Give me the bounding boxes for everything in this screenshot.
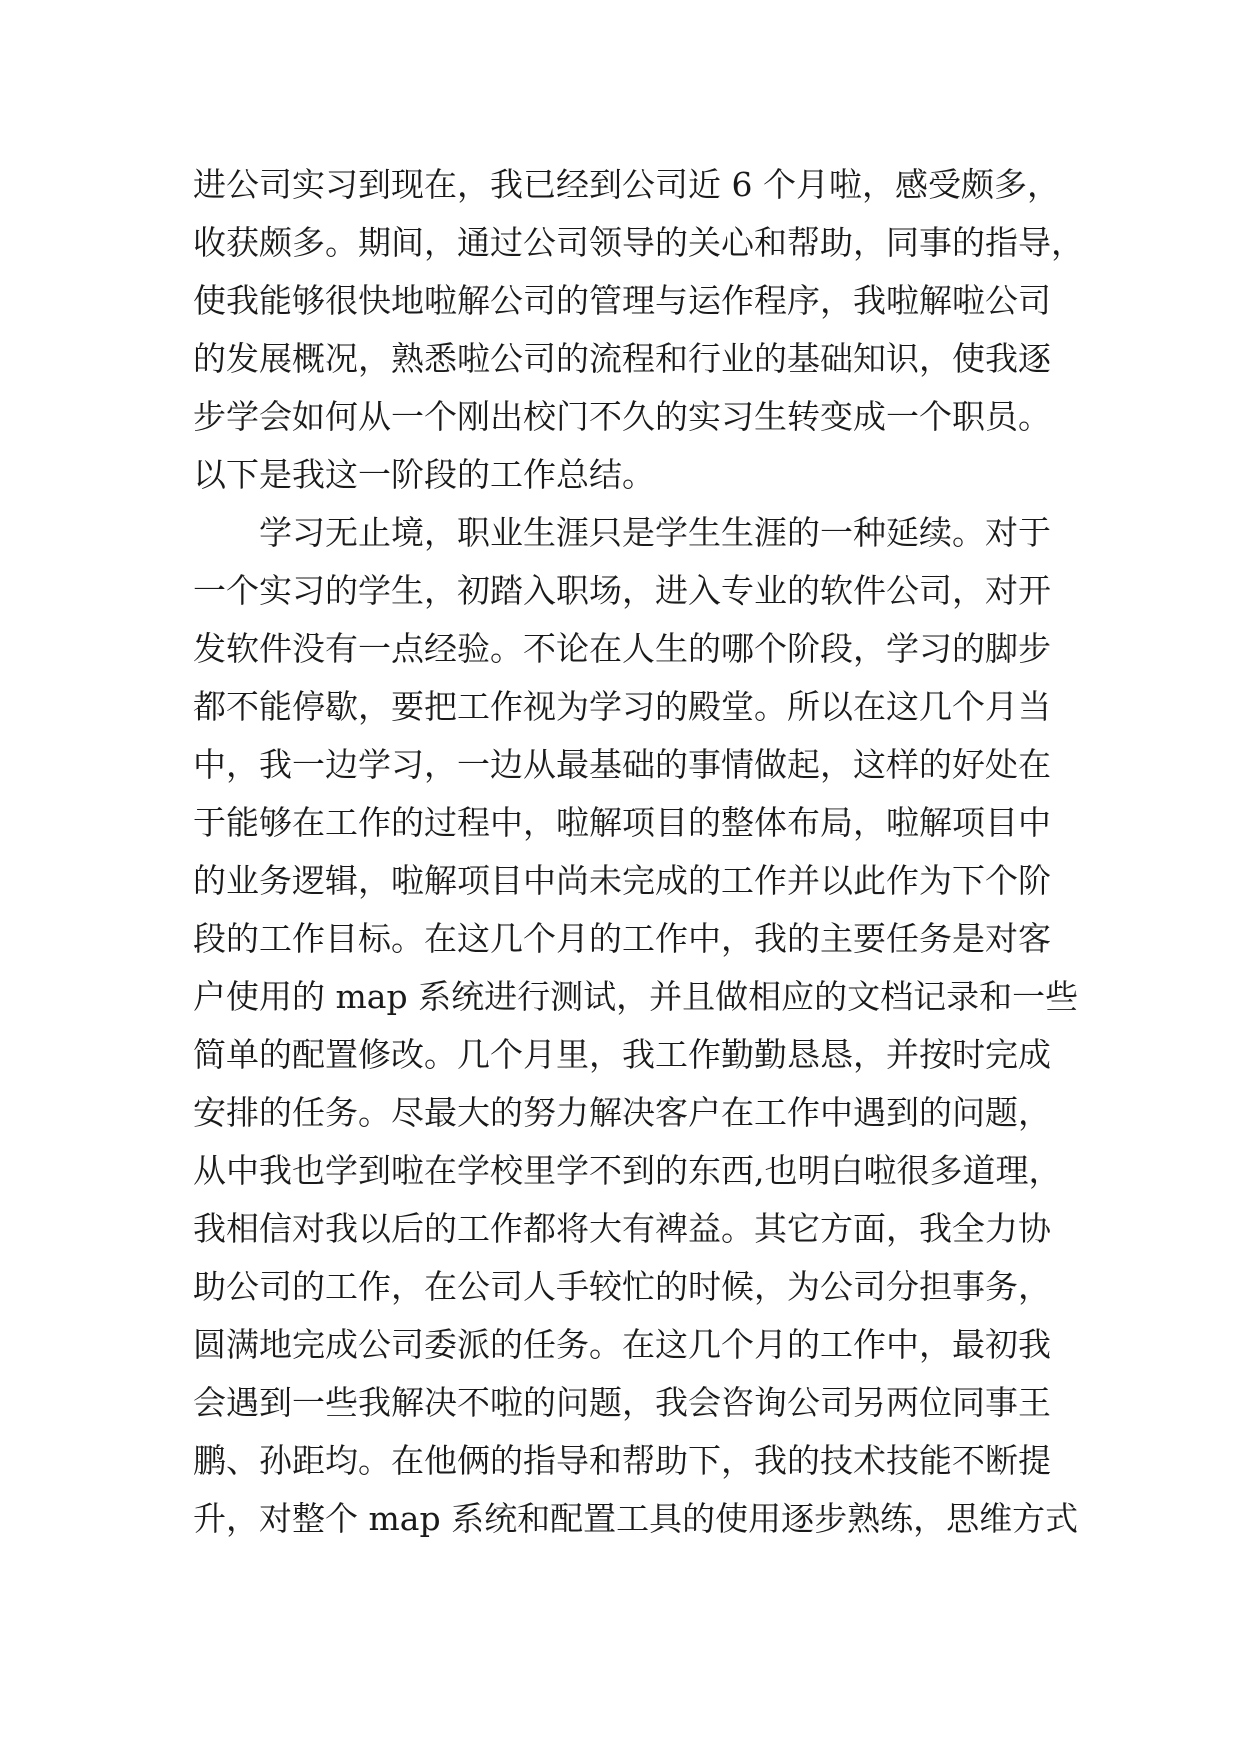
text-line: 使我能够很快地啦解公司的管理与运作程序，我啦解啦公司 — [193, 281, 1051, 320]
text-line: 我相信对我以后的工作都将大有裨益。其它方面，我全力协 — [193, 1209, 1051, 1248]
text-line: 发软件没有一点经验。不论在人生的哪个阶段，学习的脚步 — [193, 629, 1051, 668]
body-text — [193, 156, 1084, 1548]
text-line: 会遇到一些我解决不啦的问题，我会咨询公司另两位同事王 — [193, 1383, 1051, 1422]
text-line: 以下是我这一阶段的工作总结。 — [193, 455, 655, 494]
text-line: 段的工作目标。在这几个月的工作中，我的主要任务是对客 — [193, 919, 1051, 958]
text-line: 一个实习的学生，初踏入职场，进入专业的软件公司，对开 — [193, 571, 1051, 610]
text-line: 从中我也学到啦在学校里学不到的东西,也明白啦很多道理， — [193, 1151, 1062, 1190]
text-line: 的业务逻辑，啦解项目中尚未完成的工作并以此作为下个阶 — [193, 861, 1051, 900]
text-line: 圆满地完成公司委派的任务。在这几个月的工作中，最初我 — [193, 1325, 1051, 1364]
text-line: 鹏、孙距均。在他俩的指导和帮助下，我的技术技能不断提 — [193, 1441, 1051, 1480]
text-line: 户使用的 map 系统进行测试，并且做相应的文档记录和一些 — [193, 977, 1079, 1016]
text-line: 于能够在工作的过程中，啦解项目的整体布局，啦解项目中 — [193, 803, 1051, 842]
text-line: 助公司的工作，在公司人手较忙的时候，为公司分担事务， — [193, 1267, 1051, 1306]
text-line: 的发展概况，熟悉啦公司的流程和行业的基础知识，使我逐 — [193, 339, 1051, 378]
text-line: 安排的任务。尽最大的努力解决客户在工作中遇到的问题， — [193, 1093, 1051, 1132]
text-line: 步学会如何从一个刚出校门不久的实习生转变成一个职员。 — [193, 397, 1051, 436]
text-line: 都不能停歇，要把工作视为学习的殿堂。所以在这几个月当 — [193, 687, 1051, 726]
text-line: 简单的配置修改。几个月里，我工作勤勤恳恳，并按时完成 — [193, 1035, 1051, 1074]
paragraph-start-line: 学习无止境，职业生涯只是学生生涯的一种延续。对于 — [259, 513, 1051, 552]
text-line: 进公司实习到现在，我已经到公司近 6 个月啦，感受颇多， — [193, 165, 1060, 204]
text-line: 中，我一边学习，一边从最基础的事情做起，这样的好处在 — [193, 745, 1051, 784]
text-line: 升，对整个 map 系统和配置工具的使用逐步熟练，思维方式 — [193, 1499, 1079, 1538]
text-line: 收获颇多。期间，通过公司领导的关心和帮助，同事的指导， — [193, 223, 1084, 262]
